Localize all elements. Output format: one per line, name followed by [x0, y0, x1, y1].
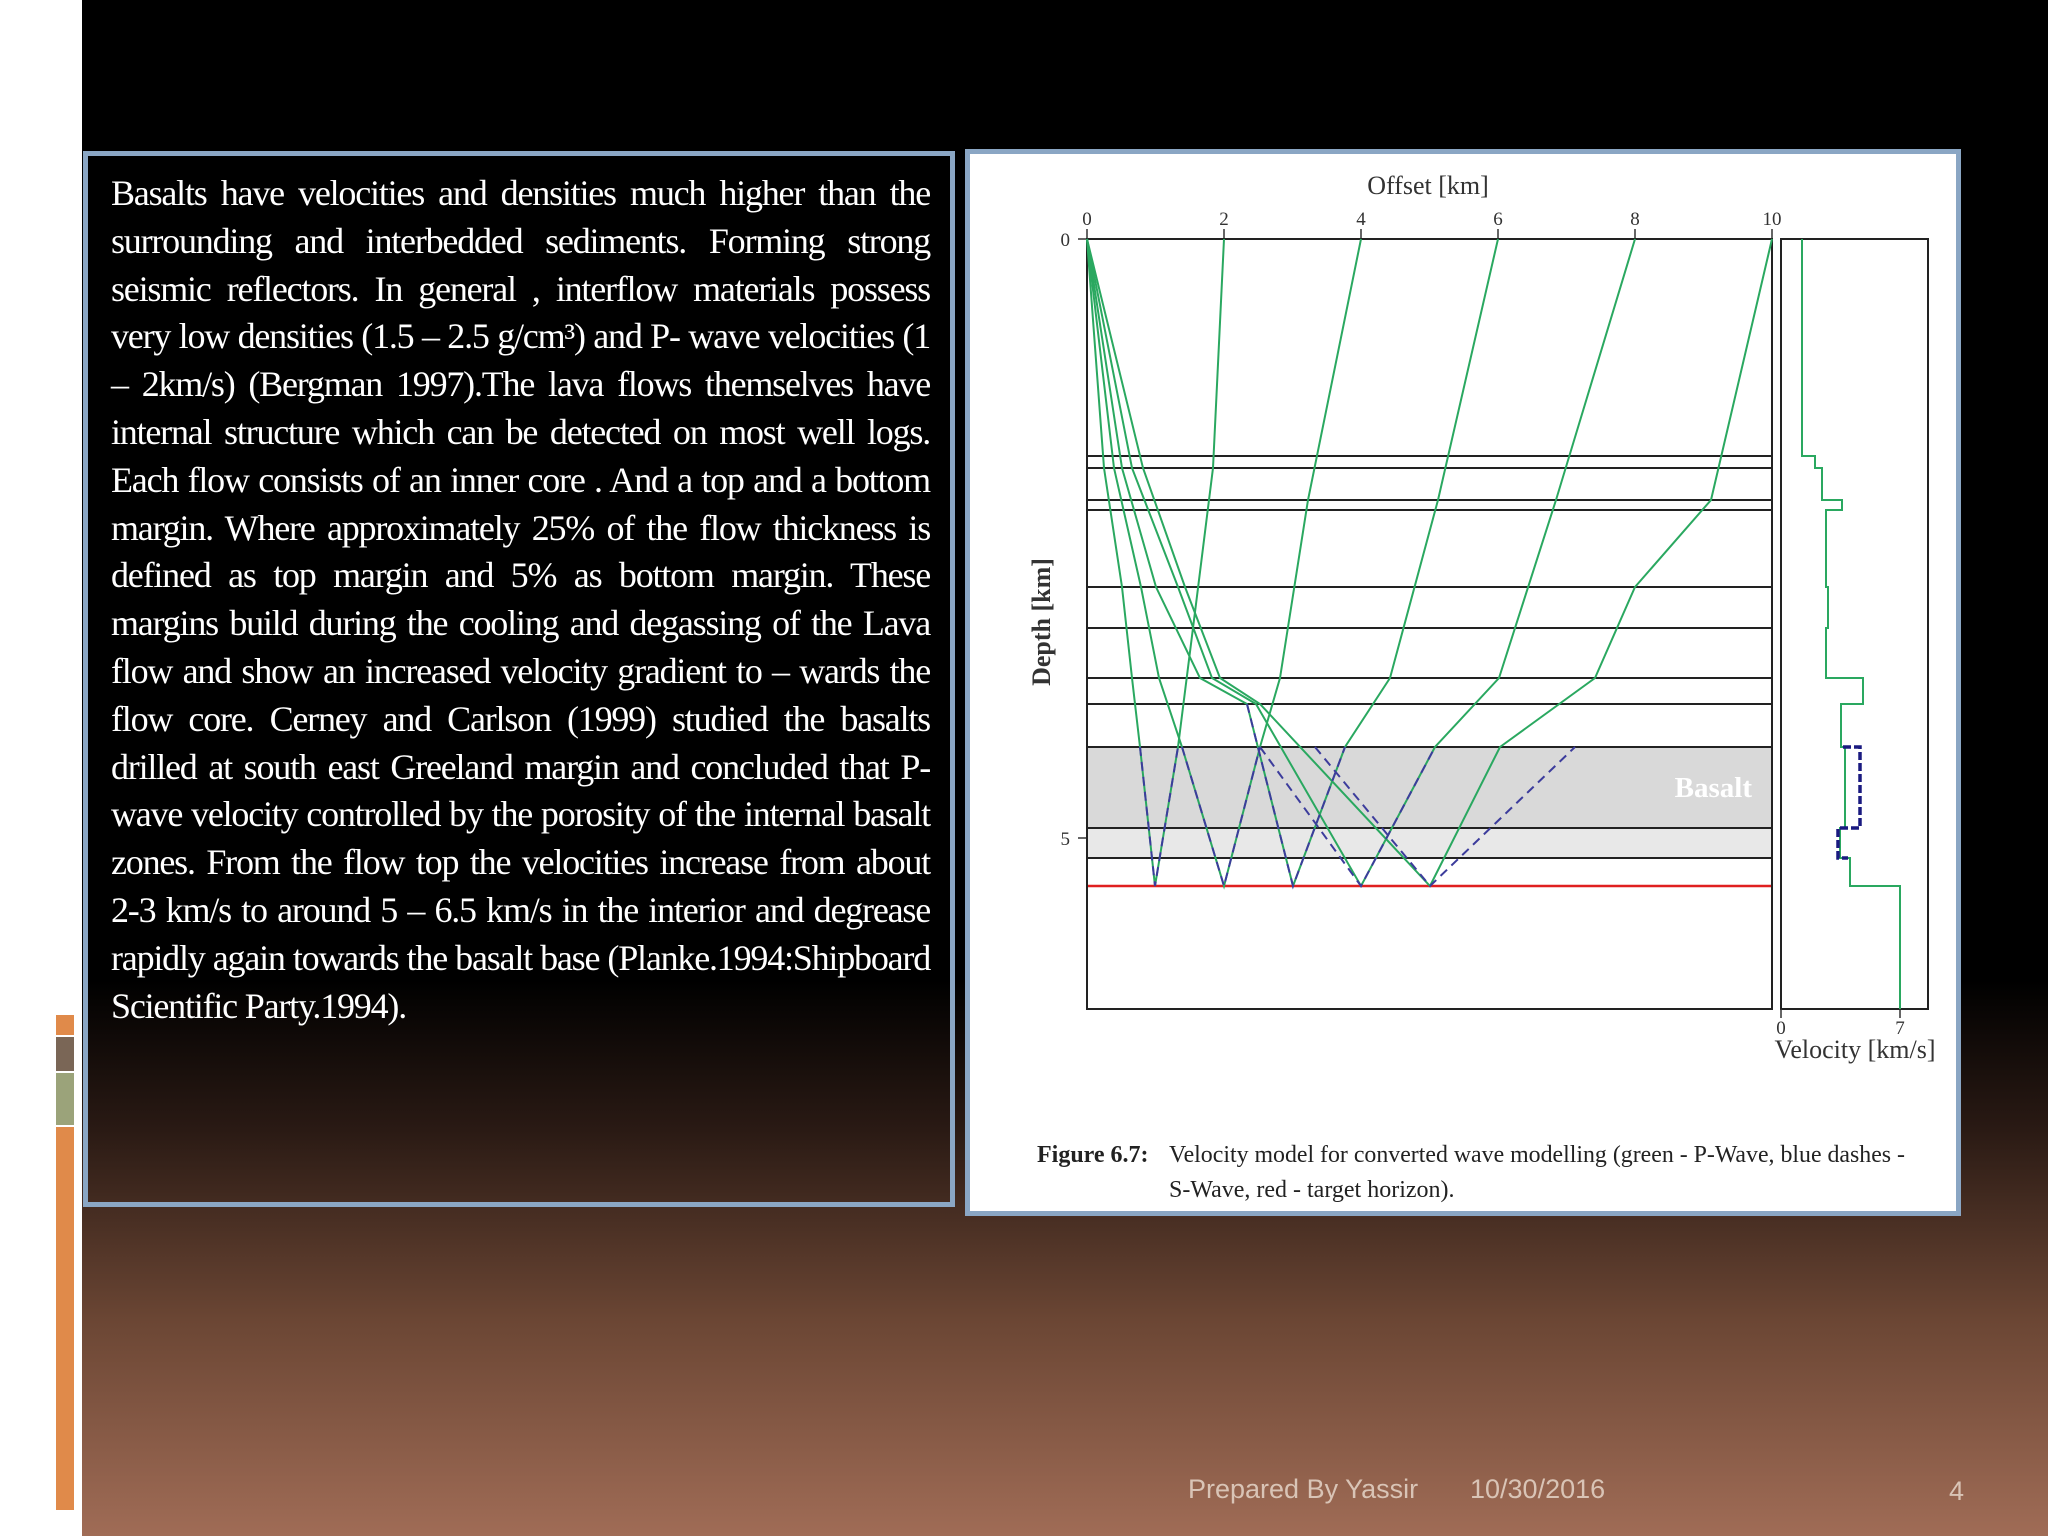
accent-bar-olive — [56, 1073, 74, 1125]
model-frame — [1087, 239, 1772, 1009]
accent-bar-orange-top — [56, 1015, 74, 1035]
depth-axis-title: Depth [km] — [1027, 558, 1056, 686]
caption-line-2: S-Wave, red - target horizon). — [1169, 1177, 1455, 1203]
accent-bar-orange — [56, 1127, 74, 1510]
offset-tick-2: 2 — [1219, 209, 1229, 230]
figure-panel — [965, 149, 1961, 1216]
offset-tick-8: 8 — [1630, 209, 1640, 230]
footer-author: Prepared By Yassir — [1188, 1474, 1419, 1504]
basalt-label: Basalt — [1674, 772, 1752, 804]
offset-tick-6: 6 — [1493, 209, 1503, 230]
velocity-model-figure — [970, 154, 1956, 1211]
footer-page-number: 4 — [1949, 1476, 1965, 1506]
basalt-layer-lower — [1087, 828, 1772, 858]
offset-tick-10: 10 — [1762, 209, 1782, 230]
offset-tick-0: 0 — [1082, 209, 1092, 230]
body-text: Basalts have velocities and densities much higher than the surrounding and interbedded sediments. Forming strong seismic reflectors. In general , interflow materials possess very low densities (1.5 – 2.5 g/cm³) and P- wave velocities (1 – 2km/s) (Bergman 1997).The lava flows themselves have internal structure which can be detected on most well logs. Each flow consists of an inner core . And a top and a bottom margin. Where approximately 25% of the flow thickness is defined as top margin and 5% as bottom margin. These margins build during the cooling and degassing of the Lava flow and show an increased velocity gradient to – wards the flow core. Cerney and Carlson (1999) studied the basalts drilled at south east Greeland margin and concluded that P- wave velocity controlled by the porosity of the internal basalt zones. From the flow top the velocities increase from about 2-3 km/s to around 5 – 6.5 km/s in the interior and degrease rapidly again towards the basalt base (Planke.1994:Shipboard Scientific Party.1994). — [111, 173, 930, 1026]
striped-ribbon-decoration — [50, 163, 78, 248]
velocity-tick-0: 0 — [1776, 1018, 1786, 1039]
offset-tick-4: 4 — [1356, 209, 1366, 230]
p-velocity-log — [1802, 239, 1900, 1009]
footer-date: 10/30/2016 — [1470, 1474, 1606, 1504]
depth-tick-0: 0 — [1060, 230, 1070, 251]
velocity-tick-7: 7 — [1895, 1018, 1905, 1039]
velocity-axis-title: Velocity [km/s] — [1774, 1035, 1936, 1064]
accent-bar-brown — [56, 1037, 74, 1071]
caption-label: Figure 6.7: — [1037, 1142, 1149, 1168]
caption-line-1: Velocity model for converted wave modelling (green - P-Wave, blue dashes - — [1169, 1142, 1906, 1168]
depth-tick-5: 5 — [1060, 829, 1070, 850]
offset-axis-title: Offset [km] — [1367, 171, 1489, 200]
text-panel — [83, 151, 955, 1207]
s-velocity-log — [1838, 747, 1860, 858]
velocity-log-frame — [1781, 239, 1928, 1009]
